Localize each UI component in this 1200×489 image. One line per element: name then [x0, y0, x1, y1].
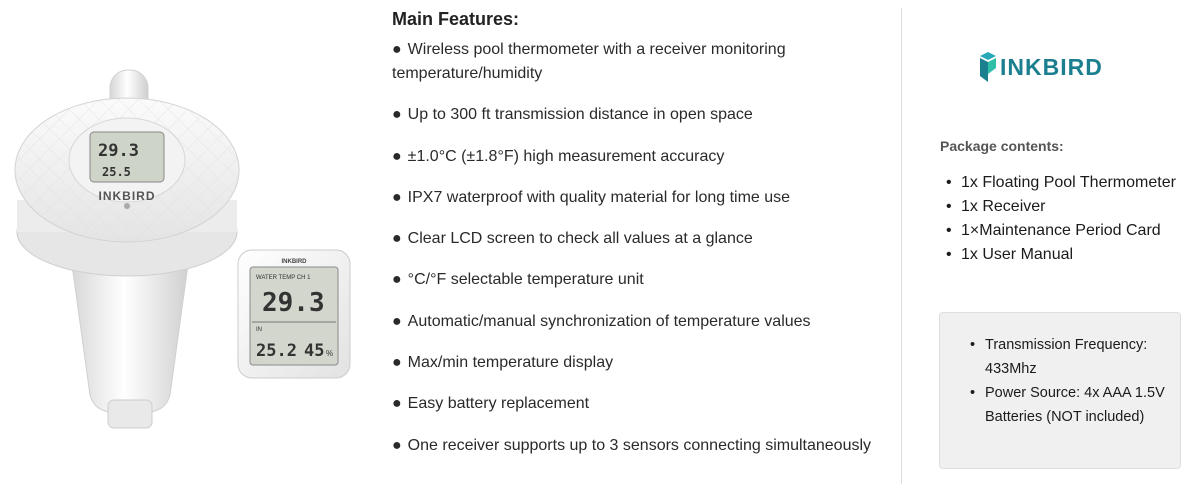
bullet-icon: ●	[392, 395, 402, 413]
bullet-icon: ●	[392, 41, 402, 58]
product-image	[0, 0, 380, 489]
package-contents-list	[944, 171, 1194, 267]
feature-item	[392, 38, 882, 86]
float-lcd-temp: 29.3	[98, 141, 139, 161]
receiver-lcd-header: WATER TEMP CH 1	[256, 275, 311, 281]
list-item: • 1×Maintenance Period Card	[944, 219, 1194, 243]
main-features	[392, 6, 882, 475]
feature-text: Easy battery replacement	[407, 395, 590, 413]
float-brand-label: INKBIRD	[98, 189, 156, 203]
bullet-icon: ●	[392, 147, 402, 165]
feature-item	[392, 351, 882, 375]
feature-text: ±1.0°C (±1.8°F) high measurement accuracy	[407, 147, 725, 165]
inkbird-logo[interactable]	[978, 50, 1148, 84]
package-contents-title: Package contents:	[940, 138, 1064, 154]
column-divider	[901, 8, 902, 484]
main-features-title: Main Features:	[392, 9, 520, 29]
feature-text: Max/min temperature display	[407, 354, 614, 372]
feature-item	[392, 268, 882, 292]
list-item: • 1x Floating Pool Thermometer	[944, 171, 1194, 195]
receiver-lcd-temp: 29.3	[262, 288, 325, 318]
receiver-lcd-lower-temp: 25.2	[256, 341, 297, 361]
inkbird-mark-icon	[978, 52, 998, 82]
float-lcd-lower: 25.5	[102, 165, 131, 179]
feature-text: Up to 300 ft transmission distance in open space	[407, 106, 753, 124]
feature-item	[392, 145, 882, 169]
bullet-icon: ●	[392, 188, 402, 206]
feature-text: °C/°F selectable temperature unit	[407, 271, 644, 289]
logo-text: INKBIRD	[1000, 54, 1103, 80]
feature-text: Wireless pool thermometer with a receiver monitoring temperature/humidity	[392, 41, 786, 82]
bullet-icon: ●	[392, 230, 402, 248]
bullet-icon: ●	[392, 436, 402, 454]
bullet-icon: ●	[392, 354, 402, 372]
receiver-lcd-in: IN	[256, 327, 262, 333]
bullet-icon: ●	[392, 271, 402, 289]
feature-item	[392, 103, 882, 127]
feature-text: One receiver supports up to 3 sensors connecting simultaneously	[407, 436, 872, 454]
list-item: • Power Source: 4x AAA 1.5V Batteries (NOT included)	[970, 381, 1170, 429]
receiver-brand-label: INKBIRD	[281, 259, 307, 265]
feature-item	[392, 227, 882, 251]
list-item: • 1x Receiver	[944, 195, 1194, 219]
receiver-lcd-humidity: 45	[304, 341, 325, 361]
feature-text: Automatic/manual synchronization of temperature values	[407, 312, 811, 330]
feature-item	[392, 434, 882, 458]
bullet-icon: ●	[392, 106, 402, 124]
feature-item	[392, 392, 882, 416]
specs-box	[939, 312, 1181, 469]
specs-list	[970, 333, 1170, 429]
receiver-lcd-humidity-unit: %	[326, 349, 334, 358]
feature-item	[392, 310, 882, 334]
list-item: • 1x User Manual	[944, 243, 1194, 267]
feature-text: IPX7 waterproof with quality material for long time use	[407, 188, 791, 206]
feature-text: Clear LCD screen to check all values at a glance	[407, 230, 753, 248]
bullet-icon: ●	[392, 312, 402, 330]
list-item: • Transmission Frequency: 433Mhz	[970, 333, 1170, 381]
feature-item	[392, 186, 882, 210]
